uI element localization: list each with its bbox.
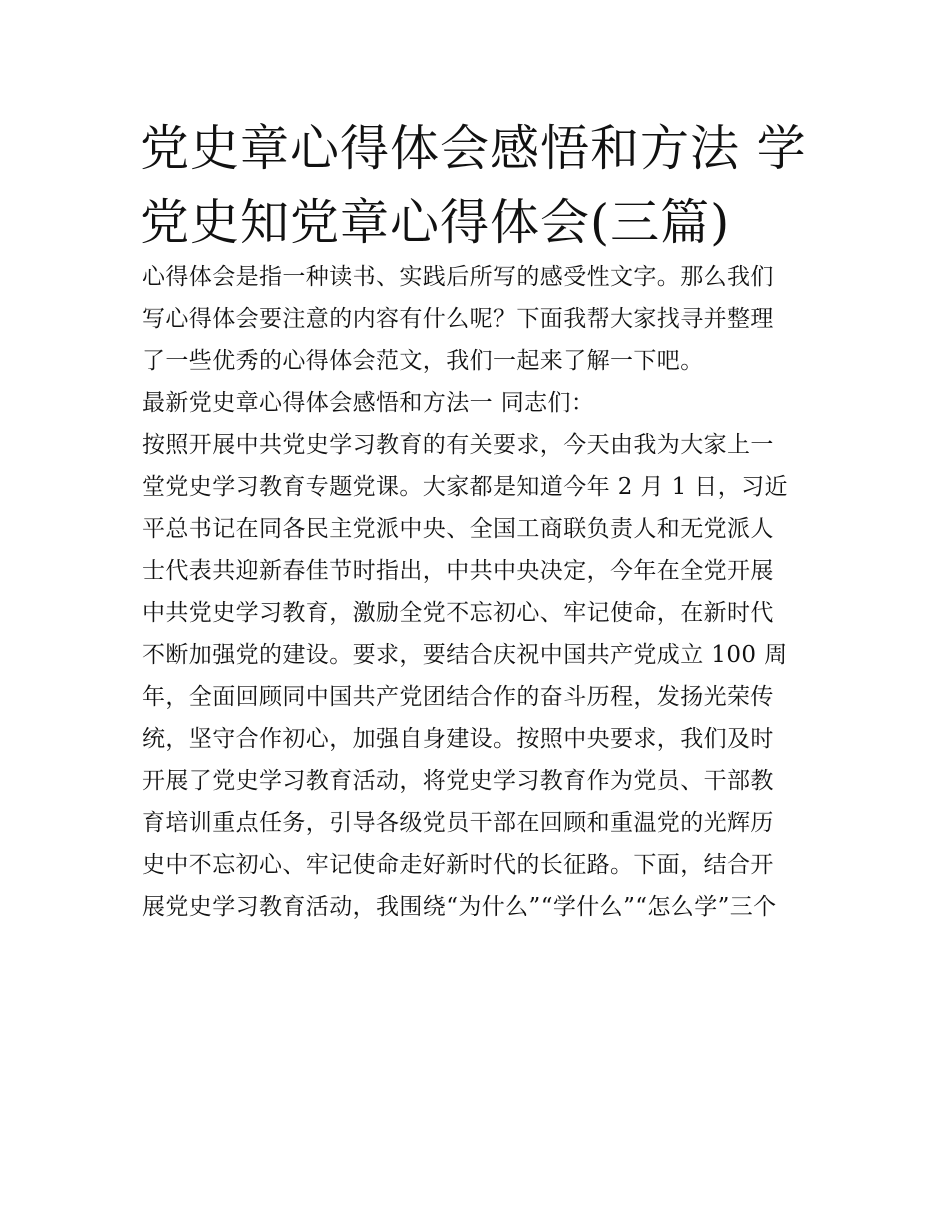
title-line-1: 党史章心得体会感悟和方法 学 (140, 120, 807, 177)
body-line: 育培训重点任务，引导各级党员干部在回顾和重温党的光辉历 (142, 810, 774, 836)
body-line: 堂党史学习教育专题党课。大家都是知道今年 2 月 1 日，习近 (142, 474, 788, 500)
document-body (142, 256, 832, 928)
body-line: 展党史学习教育活动，我围绕“为什么”“学什么”“怎么学”三个 (142, 894, 777, 920)
document-title (140, 112, 820, 260)
body-line: 中共党史学习教育，激励全党不忘初心、牢记使命，在新时代 (142, 600, 774, 626)
body-line: 了一些优秀的心得体会范文，我们一起来了解一下吧。 (142, 348, 704, 374)
body-line: 按照开展中共党史学习教育的有关要求，今天由我为大家上一 (142, 432, 774, 458)
body-line: 史中不忘初心、牢记使命走好新时代的长征路。下面，结合开 (142, 852, 774, 878)
body-line: 写心得体会要注意的内容有什么呢？下面我帮大家找寻并整理 (142, 306, 774, 332)
body-line: 统，坚守合作初心，加强自身建设。按照中央要求，我们及时 (142, 726, 774, 752)
body-line: 士代表共迎新春佳节时指出，中共中央决定，今年在全党开展 (142, 558, 774, 584)
title-line-2: 党史知党章心得体会(三篇) (140, 194, 731, 251)
body-line: 心得体会是指一种读书、实践后所写的感受性文字。那么我们 (142, 264, 774, 290)
body-line: 开展了党史学习教育活动，将党史学习教育作为党员、干部教 (142, 768, 774, 794)
body-line: 不断加强党的建设。要求，要结合庆祝中国共产党成立 100 周 (142, 642, 788, 668)
body-line: 年，全面回顾同中国共产党团结合作的奋斗历程，发扬光荣传 (142, 684, 774, 710)
body-line: 平总书记在同各民主党派中央、全国工商联负责人和无党派人 (142, 516, 774, 542)
section-heading: 最新党史章心得体会感悟和方法一 同志们： (142, 390, 595, 416)
